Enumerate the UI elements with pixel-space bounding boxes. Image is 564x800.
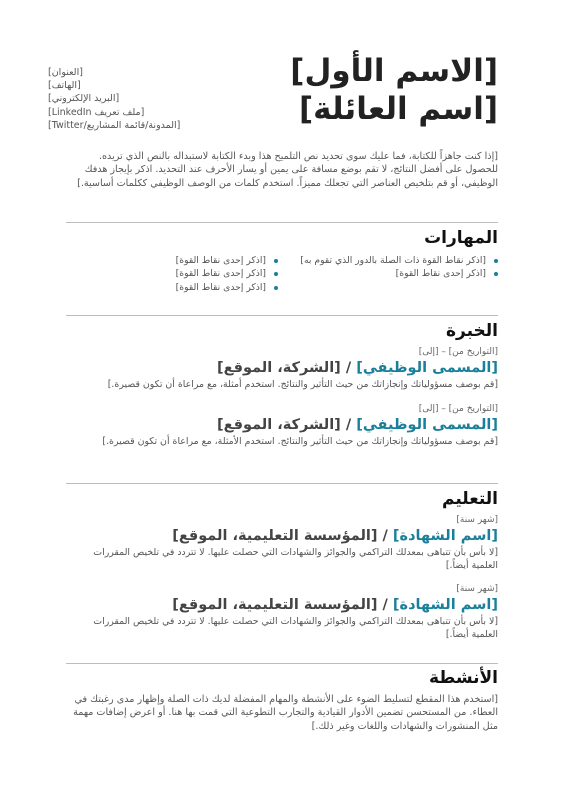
school-name: [المؤسسة التعليمية، الموقع]	[172, 597, 378, 613]
job-title: [المسمى الوظيفي]	[356, 417, 498, 433]
skill-item: [اذكر إحدى نقاط القوة]	[148, 254, 278, 267]
education-item	[66, 583, 498, 642]
skills-title: المهارات	[424, 228, 498, 248]
job-heading	[66, 415, 498, 435]
job-description: [قم بوصف مسؤولياتك وإنجازاتك من حيث التأثير والنتائج. استخدم الأمثلة، مع مراعاة أن تكون قصيرة.]	[102, 436, 498, 447]
education-title: التعليم	[442, 489, 498, 509]
degree-name: [اسم الشهادة]	[392, 597, 498, 613]
job-title: [المسمى الوظيفي]	[356, 360, 498, 376]
skills-column-1	[268, 254, 498, 281]
skill-item: [اذكر إحدى نقاط القوة]	[148, 281, 278, 294]
divider-skills	[66, 222, 498, 223]
contact-email: [البريد الإلكتروني]	[48, 93, 120, 105]
job-heading	[66, 358, 498, 378]
experience-title: الخبرة	[445, 321, 498, 341]
last-name: [اسم العائلة]	[298, 91, 498, 127]
skill-item: [اذكر إحدى نقاط القوة]	[268, 267, 498, 280]
activities-text: [استخدم هذا المقطع لتسليط الضوء على الأنشطة والمهام المفضلة لديك ذات الصلة وإظهار مدى رغبتك في العطاء. من المستحسن تضمين الأدوار القيادية والتجارب التطوعية التي قمت بها هنا. أو اعرض إضافات مهمة مثل المنشورات والشهادات واللغات وغير ذلك.]	[73, 694, 498, 732]
job-description: [قم بوصف مسؤولياتك وإنجازاتك من حيث التأثير والنتائج. استخدم أمثلة، مع مراعاة أن تكون قصيرة.]	[107, 379, 498, 390]
activities-title: الأنشطة	[428, 668, 498, 688]
contact-address: [العنوان]	[48, 67, 83, 78]
job-dates: [التواريخ من] – [إلى]	[418, 404, 498, 414]
contact-linkedin: [ملف تعريف LinkedIn]	[48, 106, 145, 118]
experience-item	[66, 403, 498, 448]
education-heading	[66, 526, 498, 546]
education-description: [لا بأس بأن تتباهى بمعدلك التراكمي والجوائز والشهادات التي حصلت عليها. لا تتردد في تلخيص المقررات العلمية أيضاً.]	[93, 547, 498, 572]
education-description: [لا بأس بأن تتباهى بمعدلك التراكمي والجوائز والشهادات التي حصلت عليها. لا تتردد في تلخيص المقررات العلمية أيضاً.]	[93, 616, 498, 641]
divider-activities	[66, 663, 498, 664]
degree-separator: /	[377, 528, 393, 544]
job-company: [الشركة، الموقع]	[216, 417, 341, 433]
contact-info	[48, 66, 248, 132]
job-dates: [التواريخ من] – [إلى]	[418, 347, 498, 357]
skills-column-2	[148, 254, 278, 294]
skill-item: [اذكر إحدى نقاط القوة]	[148, 267, 278, 280]
skill-item: [اذكر نقاط القوة ذات الصلة بالدور الذي تقوم به]	[268, 254, 498, 267]
degree-name: [اسم الشهادة]	[392, 528, 498, 544]
education-date: [شهر سنة]	[456, 584, 498, 594]
education-heading	[66, 595, 498, 615]
divider-experience	[66, 315, 498, 316]
school-name: [المؤسسة التعليمية، الموقع]	[172, 528, 378, 544]
first-name: [الاسم الأول]	[290, 53, 498, 89]
contact-phone: [الهاتف]	[48, 80, 81, 92]
objective-text: [إذا كنت جاهزاً للكتابة، فما عليك سوى تحديد نص التلميح هذا وبدء الكتابة لاستبداله بالنص الذي تريده. للحصول على أفضل النتائج، لا تقم بوضع مسافة على يمين أو يسار الأحرف عند التحديد. اذكر بإيجاز هدفك الوظيفي، أو قم بتلخيص العناصر التي تجعلك مميزاً. استخدم كلمات من الوصف الوظيفي ككلمات أساسية.]	[77, 151, 498, 189]
experience-item	[66, 346, 498, 391]
education-item	[66, 514, 498, 573]
divider-education	[66, 483, 498, 484]
degree-separator: /	[377, 597, 393, 613]
education-date: [شهر سنة]	[456, 515, 498, 525]
job-separator: /	[340, 360, 357, 376]
job-separator: /	[340, 417, 357, 433]
job-company: [الشركة، الموقع]	[216, 360, 341, 376]
contact-links: [المدونة/قائمة المشاريع/Twitter]	[48, 119, 181, 131]
